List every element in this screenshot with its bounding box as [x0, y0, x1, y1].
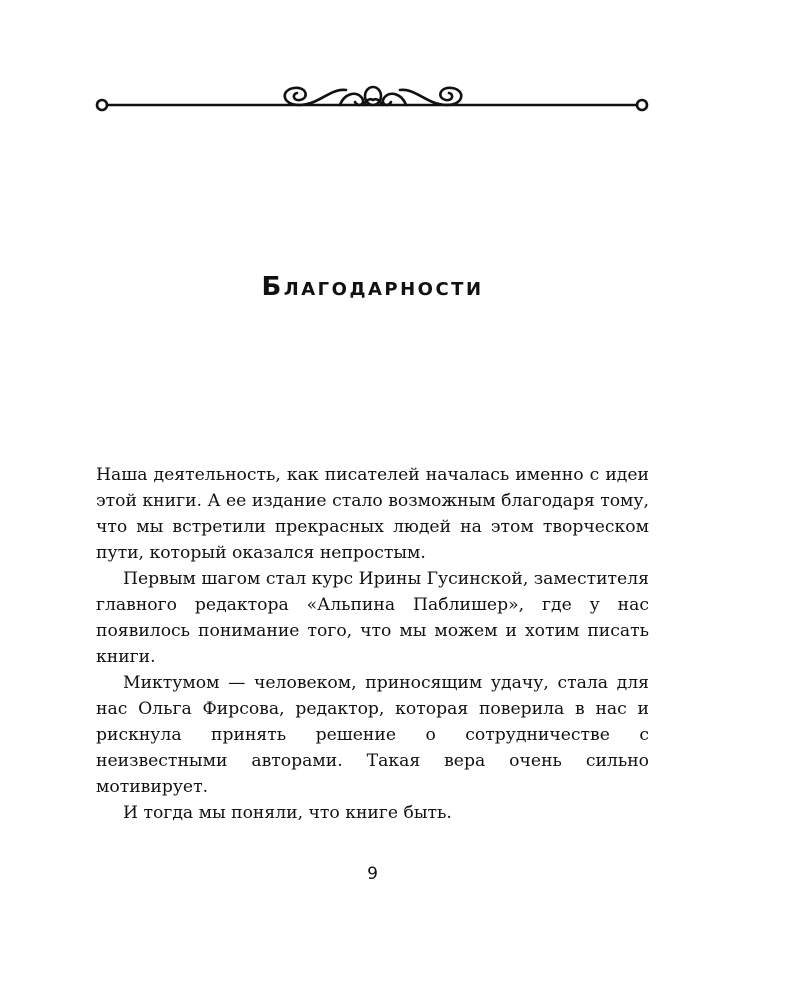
decorative-scroll-divider-icon	[94, 78, 652, 118]
paragraph: Наша деятельность, как писателей началась именно с идеи этой книги. А ее издание стало возможным благодаря тому, что мы встретили прекрасных людей на этом творческом пути, который оказался непростым.	[96, 465, 649, 563]
paragraph: Миктумом — человеком, приносящим удачу, стала для нас Ольга Фирсова, редактор, которая поверила в нас и рискнула принять решение о сотрудничестве с неизвестными авторами. Такая вера очень сильно мотивирует.	[96, 673, 649, 797]
paragraph: И тогда мы поняли, что книге быть.	[123, 803, 452, 823]
paragraph: Первым шагом стал курс Ирины Гусинской, заместителя главного редактора «Альпина Паблишер», где у нас появилось понимание того, что мы можем и хотим писать книги.	[96, 569, 649, 667]
page-number: 9	[367, 864, 378, 884]
page-title: Благодарности	[261, 272, 484, 302]
acknowledgements-text	[96, 462, 649, 826]
